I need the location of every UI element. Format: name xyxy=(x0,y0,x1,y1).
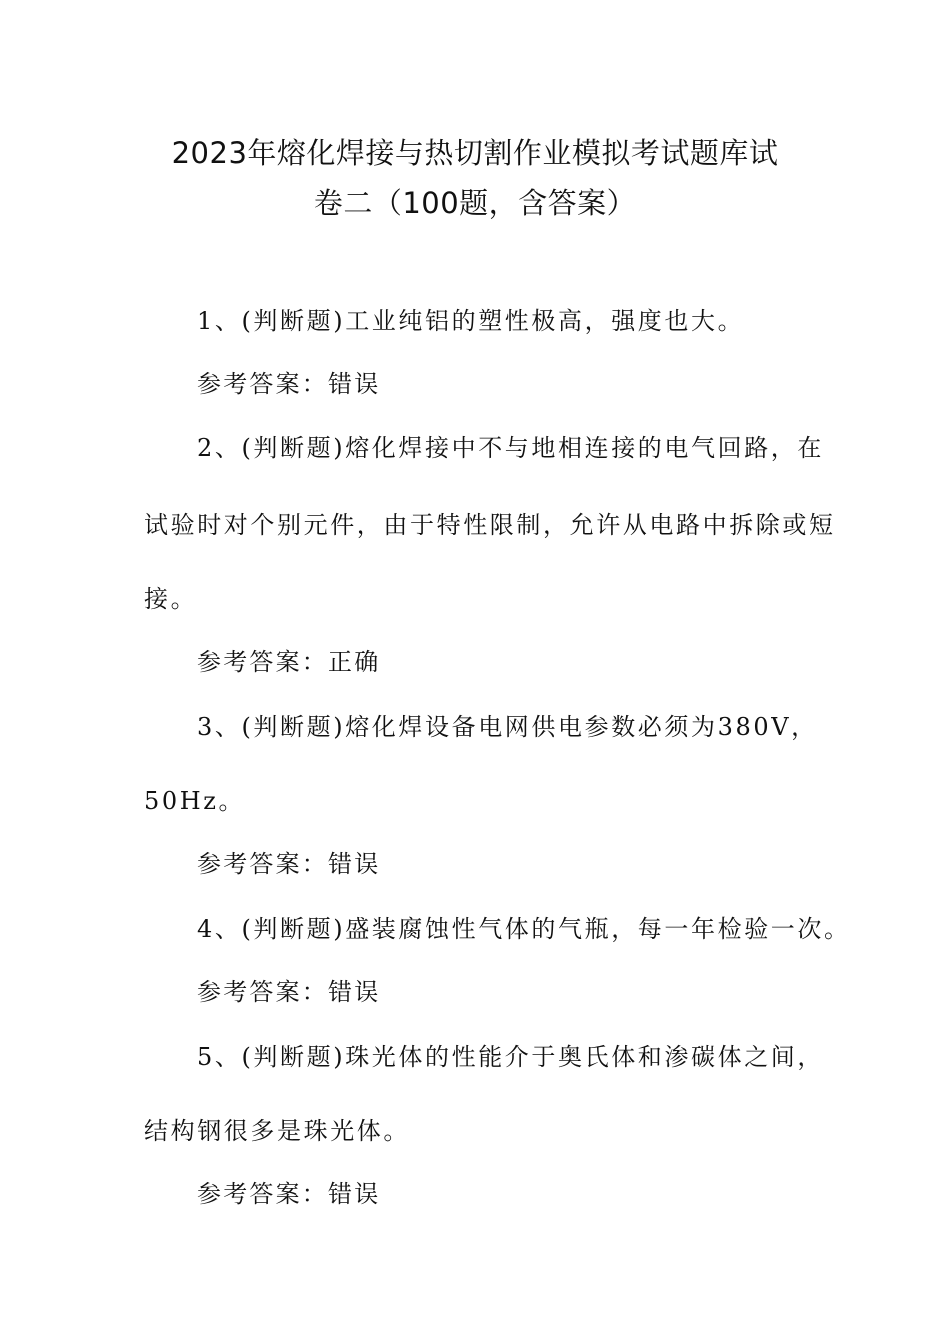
question-5-answer: 参考答案：错误 xyxy=(197,1180,381,1208)
question-2-answer: 参考答案：正确 xyxy=(197,648,381,676)
question-3-text-line-1: 3、(判断题)熔化焊设备电网供电参数必须为380V， xyxy=(197,713,818,741)
question-4-text: 4、(判断题)盛装腐蚀性气体的气瓶，每一年检验一次。 xyxy=(197,915,851,943)
question-5-text-line-2: 结构钢很多是珠光体。 xyxy=(144,1117,410,1145)
question-5-text-line-1: 5、(判断题)珠光体的性能介于奥氏体和渗碳体之间， xyxy=(197,1043,824,1071)
question-1-answer: 参考答案：错误 xyxy=(197,370,381,398)
question-2-text-line-2: 试验时对个别元件，由于特性限制，允许从电路中拆除或短 xyxy=(144,511,836,539)
question-3-answer: 参考答案：错误 xyxy=(197,850,381,878)
document-title-line-1: 2023年熔化焊接与热切割作业模拟考试题库试 xyxy=(171,136,779,170)
question-3-text-line-2: 50Hz。 xyxy=(144,787,246,815)
document-title-line-2: 卷二（100题，含答案） xyxy=(313,186,637,220)
question-4-answer: 参考答案：错误 xyxy=(197,978,381,1006)
question-2-text-line-3: 接。 xyxy=(144,585,198,613)
question-2-text-line-1: 2、(判断题)熔化焊接中不与地相连接的电气回路，在 xyxy=(197,434,824,462)
question-1-text: 1、(判断题)工业纯铝的塑性极高，强度也大。 xyxy=(197,307,745,335)
